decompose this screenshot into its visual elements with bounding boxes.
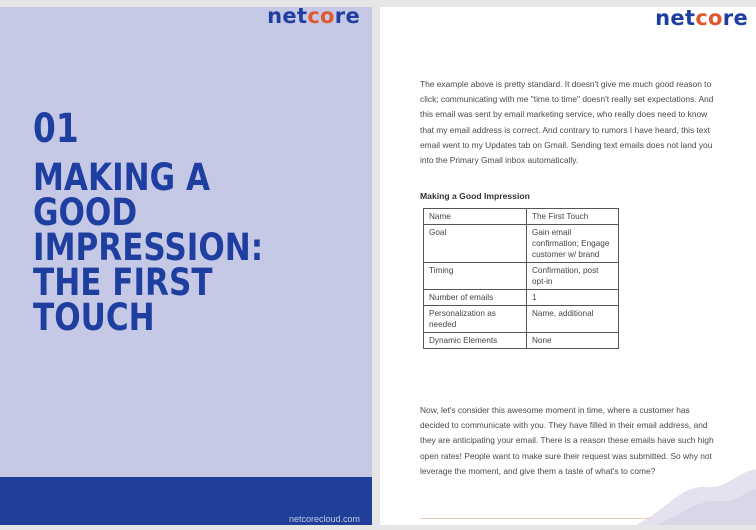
logo-text-end: re: [722, 7, 748, 30]
row-value: The First Touch: [527, 209, 619, 225]
closing-paragraph: Now, let's consider this awesome moment in time, where a customer has decided to communicate with you. They have filled in their email address, and they are anticipating your email. There is a reason these emails have such high open rates! People want to make sure their request was submitted. So why not leverage the moment, and give them a taste of what's to come?: [420, 405, 714, 476]
chapter-title: MAKING A GOOD IMPRESSION: THE FIRST TOUCH: [33, 156, 264, 339]
logo-text-end: re: [334, 7, 360, 28]
row-key: Timing: [424, 263, 527, 290]
table-row: [424, 306, 619, 333]
table-row: [424, 225, 619, 263]
row-value: Gain email confirmation; Engage customer w/ brand: [527, 225, 619, 263]
row-key: Dynamic Elements: [424, 333, 527, 349]
table-row: [424, 333, 619, 349]
bottom-divider: [420, 518, 650, 519]
row-value: None: [527, 333, 619, 349]
row-value: Name, additional: [527, 306, 619, 333]
intro-paragraph: The example above is pretty standard. It doesn't give me much good reason to click; communicating with me "time to time" doesn't really set expectations. And this email was sent by email marketing service, who really does need to know that my email address is correct. And contrary to rumors I have heard, this text email went to my Updates tab on Gmail. Sending text emails does not land you into the Primary Gmail inbox automatically.: [420, 79, 714, 166]
row-value: Confirmation, post opt-in: [527, 263, 619, 290]
row-key: Number of emails: [424, 290, 527, 306]
table-row: [424, 290, 619, 306]
row-value: 1: [527, 290, 619, 306]
logo-text: net: [655, 7, 696, 30]
row-key: Personalization as needed: [424, 306, 527, 333]
logo-text: net: [267, 7, 308, 28]
logo-ring: co: [307, 7, 335, 28]
impression-table: [423, 208, 619, 349]
decorative-wave: [636, 465, 756, 525]
netcore-logo: [267, 7, 360, 28]
right-page: [380, 7, 756, 525]
footer-band: [0, 477, 372, 525]
left-page: [0, 7, 372, 525]
table-row: [424, 209, 619, 225]
table-title: Making a Good Impression: [420, 191, 530, 201]
row-key: Goal: [424, 225, 527, 263]
chapter-number: 01: [33, 106, 79, 152]
netcore-logo-right: [655, 7, 748, 30]
table-row: [424, 263, 619, 290]
logo-ring: co: [695, 7, 723, 30]
row-key: Name: [424, 209, 527, 225]
footer-url: netcorecloud.com: [288, 514, 360, 524]
